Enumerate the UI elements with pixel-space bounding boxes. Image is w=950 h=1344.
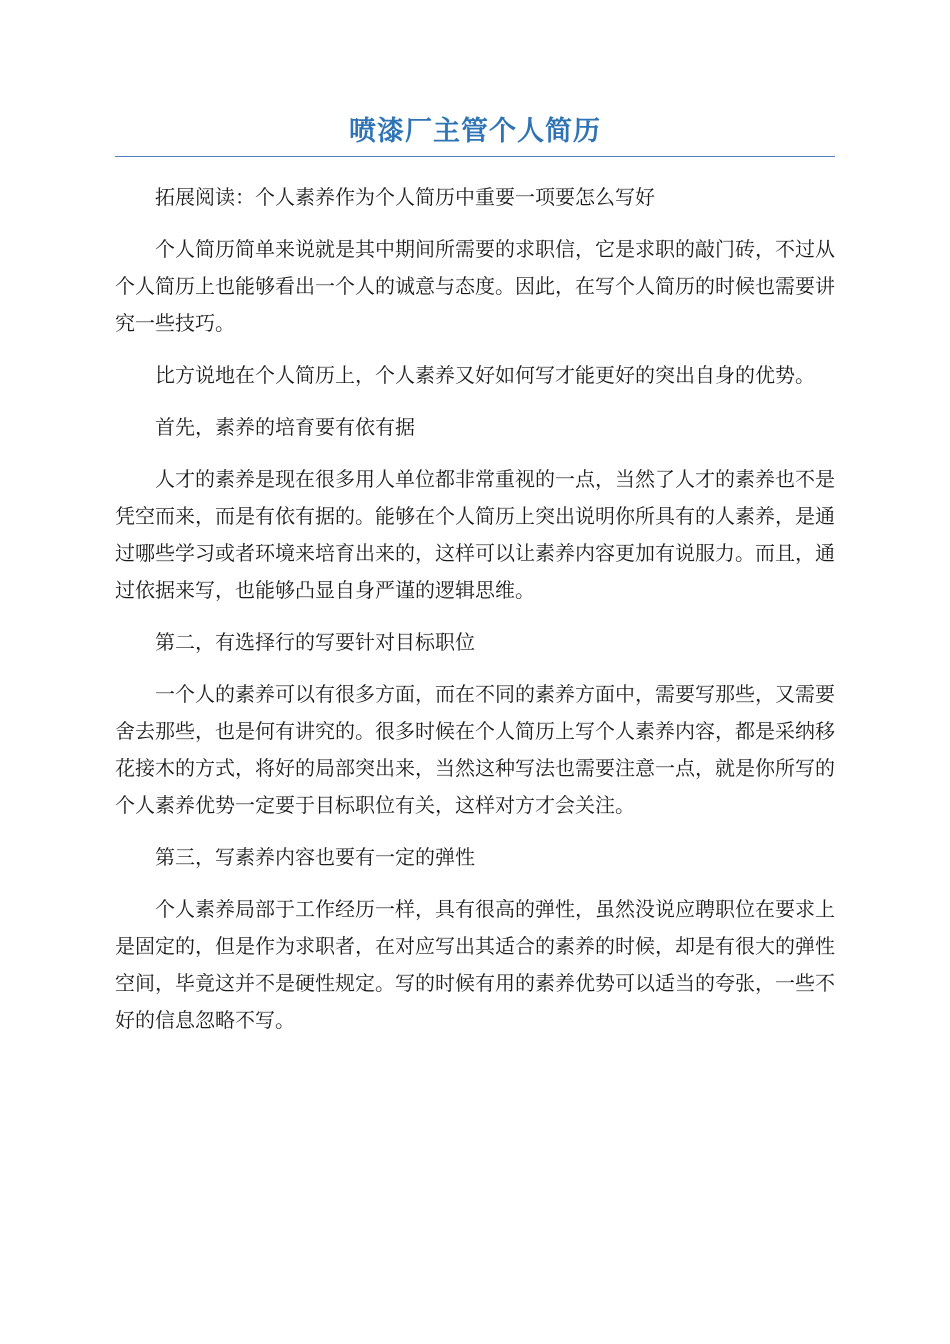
document-title: 喷漆厂主管个人简历 <box>349 116 601 147</box>
document-body <box>115 179 835 1039</box>
paragraph: 一个人的素养可以有很多方面，而在不同的素养方面中，需要写那些，又需要舍去那些，也是何有讲究的。很多时候在个人简历上写个人素养内容，都是采纳移花接木的方式，将好的局部突出来，当然这种写法也需要注意一点，就是你所写的个人素养优势一定要于目标职位有关，这样对方才会关注。 <box>115 682 835 817</box>
title-underline <box>115 156 835 157</box>
paragraph: 个人简历简单来说就是其中期间所需要的求职信，它是求职的敲门砖，不过从个人简历上也能够看出一个人的诚意与态度。因此，在写个人简历的时候也需要讲究一些技巧。 <box>115 237 835 335</box>
paragraph-intro: 拓展阅读：个人素养作为个人简历中重要一项要怎么写好 <box>155 185 655 209</box>
section-heading-third: 第三，写素养内容也要有一定的弹性 <box>155 845 475 869</box>
paragraph: 比方说地在个人简历上，个人素养又好如何写才能更好的突出自身的优势。 <box>155 363 815 387</box>
section-heading-second: 第二，有选择行的写要针对目标职位 <box>155 630 475 654</box>
paragraph: 人才的素养是现在很多用人单位都非常重视的一点，当然了人才的素养也不是凭空而来，而是有依有据的。能够在个人简历上突出说明你所具有的人素养，是通过哪些学习或者环境来培育出来的，这样可以让素养内容更加有说服力。而且，通过依据来写，也能够凸显自身严谨的逻辑思维。 <box>115 467 835 602</box>
document-page <box>115 0 835 1054</box>
paragraph: 个人素养局部于工作经历一样，具有很高的弹性，虽然没说应聘职位在要求上是固定的，但是作为求职者，在对应写出其适合的素养的时候，却是有很大的弹性空间，毕竟这并不是硬性规定。写的时候有用的素养优势可以适当的夸张，一些不好的信息忽略不写。 <box>115 897 835 1032</box>
section-heading-first: 首先，素养的培育要有依有据 <box>155 415 415 439</box>
